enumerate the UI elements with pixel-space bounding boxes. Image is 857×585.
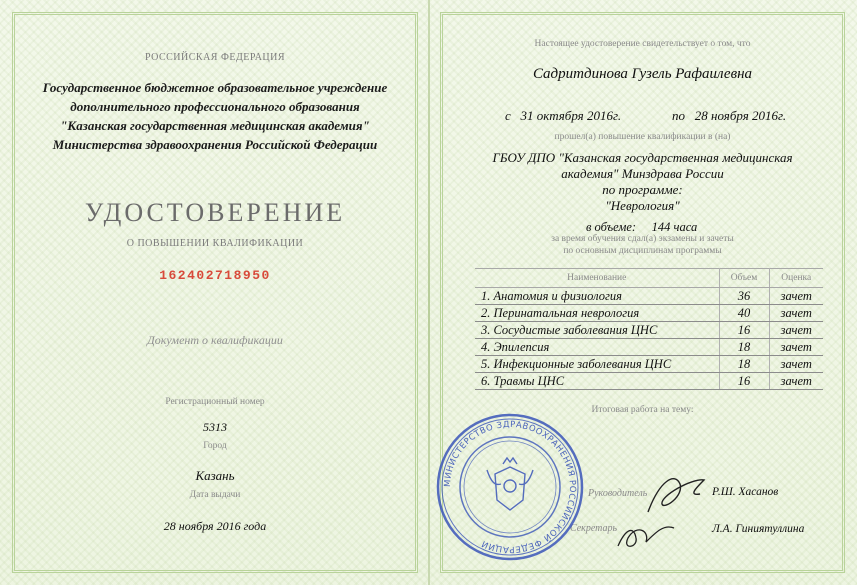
subject-volume: 16 bbox=[719, 322, 769, 339]
certificate-subtitle: О ПОВЫШЕНИИ КВАЛИФИКАЦИИ bbox=[126, 238, 304, 249]
period-to-date: 28 ноября 2016г. bbox=[694, 108, 787, 123]
subject-name: 4. Эпилепсия bbox=[475, 339, 719, 356]
volume-label: в объеме: bbox=[586, 220, 637, 234]
head-name: Р.Ш. Хасанов bbox=[712, 486, 779, 498]
subject-grade: зачет bbox=[769, 339, 823, 356]
issue-date-label: Дата выдачи bbox=[189, 490, 241, 500]
secretary-name: Л.А. Гиниятуллина bbox=[712, 523, 805, 535]
subjects-table bbox=[475, 268, 823, 390]
exams-line: по основным дисциплинам программы bbox=[563, 246, 722, 256]
country-label: РОССИЙСКАЯ ФЕДЕРАЦИЯ bbox=[144, 52, 286, 63]
period-to bbox=[672, 108, 786, 124]
passed-label: прошел(а) повышение квалификации в (на) bbox=[554, 132, 731, 142]
institution-line: "Казанская государственная медицинская академия" bbox=[60, 118, 370, 133]
org-line: академия" Минздрава России bbox=[561, 166, 724, 181]
city-value: Казань bbox=[195, 468, 235, 483]
page-fold bbox=[428, 0, 430, 585]
table-header-row bbox=[475, 269, 823, 288]
city-label: Город bbox=[203, 441, 227, 451]
intro-text: Настоящее удостоверение свидетельствует о том, что bbox=[534, 39, 751, 49]
table-row bbox=[475, 356, 823, 373]
subject-name: 1. Анатомия и физиология bbox=[475, 288, 719, 305]
emblem-icon bbox=[487, 458, 533, 510]
subject-grade: зачет bbox=[769, 322, 823, 339]
svg-text:МИНИСТЕРСТВО ЗДРАВООХРАНЕНИЯ Р bbox=[443, 420, 577, 554]
table-row bbox=[475, 288, 823, 305]
subject-volume: 40 bbox=[719, 305, 769, 322]
official-stamp bbox=[435, 412, 585, 562]
subject-volume: 36 bbox=[719, 288, 769, 305]
subject-name: 2. Перинатальная неврология bbox=[475, 305, 719, 322]
registration-number: 5313 bbox=[203, 420, 227, 434]
subject-grade: зачет bbox=[769, 288, 823, 305]
table-row bbox=[475, 339, 823, 356]
period-from bbox=[505, 108, 621, 124]
period-from-date: 31 октября 2016г. bbox=[520, 108, 622, 123]
serial-number: 162402718950 bbox=[159, 268, 271, 283]
subject-volume: 18 bbox=[719, 339, 769, 356]
organization-program bbox=[440, 150, 845, 214]
stamp-text: МИНИСТЕРСТВО ЗДРАВООХРАНЕНИЯ РОССИЙСКОЙ ФЕДЕРАЦИИ bbox=[442, 419, 578, 555]
column-header-name: Наименование bbox=[475, 269, 719, 288]
column-header-grade: Оценка bbox=[769, 269, 823, 288]
final-work-label: Итоговая работа на тему: bbox=[591, 405, 694, 415]
head-label: Руководитель bbox=[588, 488, 648, 499]
secretary-label: Секретарь bbox=[570, 523, 618, 534]
exams-note bbox=[440, 233, 845, 257]
subject-name: 6. Травмы ЦНС bbox=[475, 373, 719, 390]
period-to-prefix: по bbox=[672, 108, 685, 123]
institution-name bbox=[18, 78, 412, 154]
org-line: по программе: bbox=[602, 182, 683, 197]
subject-volume: 16 bbox=[719, 373, 769, 390]
program-name: "Неврология" bbox=[605, 198, 680, 213]
document-kind: Документ о квалификации bbox=[147, 333, 283, 347]
volume-value: 144 часа bbox=[651, 220, 698, 234]
subject-grade: зачет bbox=[769, 356, 823, 373]
subject-grade: зачет bbox=[769, 305, 823, 322]
institution-line: Министерства здравоохранения Российской Федерации bbox=[52, 137, 378, 152]
secretary-signature bbox=[612, 508, 682, 558]
subject-name: 3. Сосудистые заболевания ЦНС bbox=[475, 322, 719, 339]
column-header-volume: Объем bbox=[719, 269, 769, 288]
table-row bbox=[475, 305, 823, 322]
issue-date: 28 ноября 2016 года bbox=[163, 519, 267, 533]
subject-volume: 18 bbox=[719, 356, 769, 373]
subject-grade: зачет bbox=[769, 373, 823, 390]
table-row bbox=[475, 322, 823, 339]
period-from-prefix: с bbox=[505, 108, 511, 123]
org-line: ГБОУ ДПО "Казанская государственная медицинская bbox=[492, 150, 793, 165]
institution-line: Государственное бюджетное образовательное учреждение bbox=[42, 80, 388, 95]
exams-line: за время обучения сдал(а) экзамены и зачеты bbox=[551, 234, 734, 244]
institution-line: дополнительного профессионального образования bbox=[70, 99, 360, 114]
person-name: Садритдинова Гузель Рафаилевна bbox=[532, 66, 753, 82]
certificate-title: УДОСТОВЕРЕНИЕ bbox=[84, 198, 346, 227]
subject-name: 5. Инфекционные заболевания ЦНС bbox=[475, 356, 719, 373]
registration-label: Регистрационный номер bbox=[165, 397, 265, 407]
table-row bbox=[475, 373, 823, 390]
